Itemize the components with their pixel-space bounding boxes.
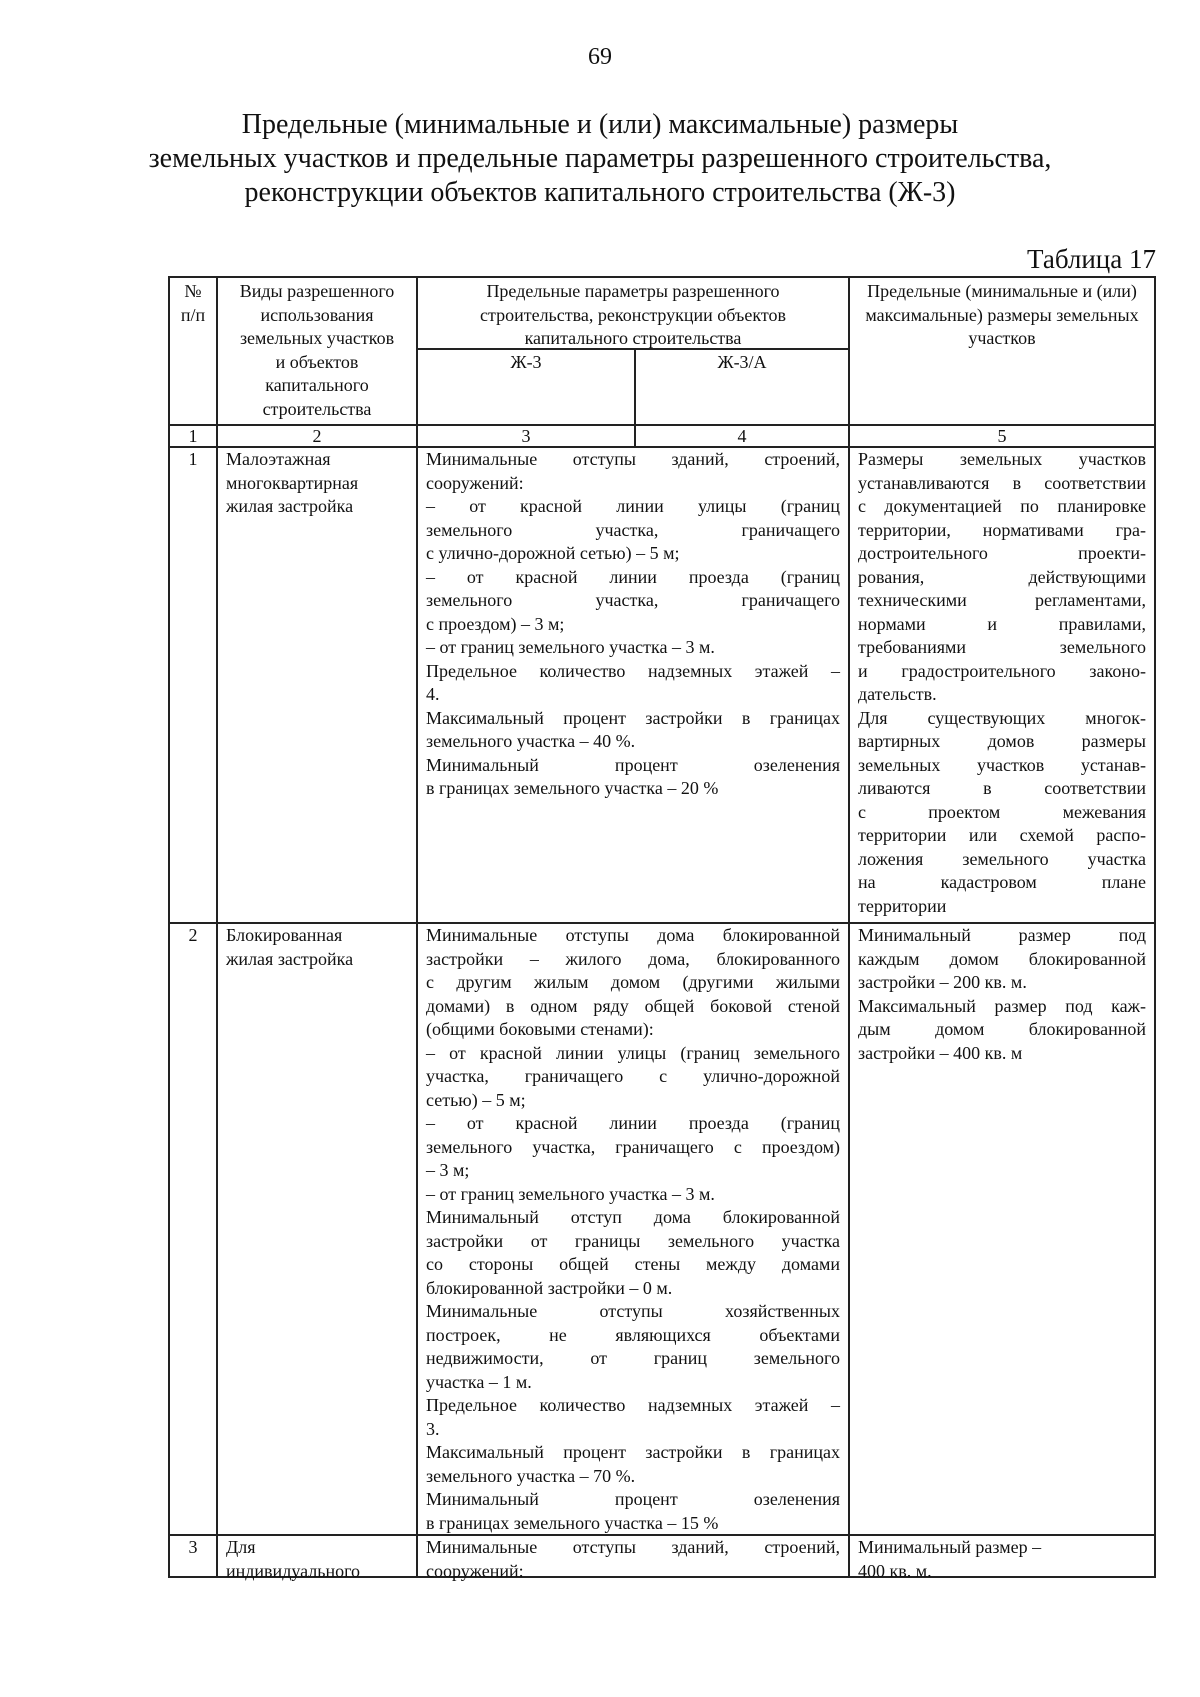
row-plot-sizes: Минимальный размер под каждым домом блокированной застройки – 200 кв. м. Максимальный размер под каж- дым домом блокированной застройки – 400 кв. м — [858, 925, 1146, 1063]
table-caption: Таблица 17 — [1027, 244, 1156, 274]
column-number: 2 — [312, 426, 322, 446]
document-title — [100, 108, 1100, 210]
column-divider — [416, 276, 418, 1578]
page-number: 69 — [588, 44, 612, 70]
row-plot-sizes: Размеры земельных участков устанавливаются в соответствии с документацией по планировке территории, нормативами гра- достроительного проекти- рования, действующими техническими регламентами, нормами и правилами, требованиями земельного и градостроительного законо- дательств. Для существующих многок- вартирных домов размеры земельных участков устанав- ливаются в соответствии с проектом межевания территории или схемой распо- ложения земельного участка на кадастровом плане территории — [858, 449, 1146, 916]
row-building-params: Минимальные отступы дома блокированной застройки – жилого дома, блокированного с другим жилым домом (другими жилыми домами) в одном ряду общей боковой стеной (общими боковыми стенами): – от красной линии улицы (границ земельного участка, граничащего с улично-дорожной сетью) – 5 м; – от красной линии проезда (границ земельного участка, граничащего с проездом) – 3 м; – от границ земельного участка – 3 м. Минимальный отступ дома блокированной застройки от границы земельного участка со стороны общей стены между домами блокированной застройки – 0 м. Минимальные отступы хозяйственных построек, не являющихся объектами недвижимости, от границ земельного участка – 1 м. Предельное количество надземных этажей – 3. Максимальный процент застройки в границах земельного участка – 70 %. Минимальный процент озеленения в границах земельного участка – 15 % — [426, 925, 840, 1533]
title-line: Предельные (минимальные и (или) максимальные) размеры — [241, 109, 959, 140]
table-border-right — [1154, 276, 1156, 1578]
table-border-top — [168, 276, 1156, 278]
regulations-table — [168, 276, 1156, 1581]
column-divider — [216, 276, 218, 1578]
column-divider — [848, 276, 850, 1578]
row-building-params: Минимальные отступы зданий, строений, сооружений: – от красной линии улицы (границ земельного участка, граничащего с улично-дорожной сетью) – 5 м; – от красной линии проезда (границ земельного участка, граничащего с проездом) – 3 м; – от границ земельного участка – 3 м. Предельное количество надземных этажей – 4. Максимальный процент застройки в границах земельного участка – 40 %. Минимальный процент озеленения в границах земельного участка – 20 % — [426, 449, 840, 798]
header-building-params: Предельные параметры разрешенного строительства, реконструкции объектов капитального строительства — [480, 281, 786, 348]
row-use-type: Для индивидуального — [226, 1537, 361, 1581]
row-number: 2 — [188, 925, 198, 945]
header-zone-zh3a: Ж-3/А — [717, 352, 767, 372]
header-number: № п/п — [180, 281, 206, 325]
title-line: земельных участков и предельные параметры разрешенного строительства, — [148, 143, 1052, 174]
column-number: 4 — [737, 426, 747, 446]
row-plot-sizes: Минимальный размер – 400 кв. м. — [858, 1537, 1042, 1581]
header-use-type: Виды разрешенного использования земельных участков и объектов капитального строительства — [239, 281, 395, 419]
row-use-type: Блокированная жилая застройка — [226, 925, 354, 969]
header-zone-zh3: Ж-3 — [510, 352, 542, 372]
row-number: 1 — [188, 449, 198, 469]
row-use-type: Малоэтажная многоквартирная жилая застройка — [226, 449, 359, 516]
header-plot-sizes: Предельные (минимальные и (или) максимальные) размеры земельных участков — [865, 281, 1139, 348]
column-number: 5 — [997, 426, 1007, 446]
column-number: 3 — [521, 426, 531, 446]
row-number: 3 — [188, 1537, 198, 1557]
column-number: 1 — [188, 426, 198, 446]
title-line: реконструкции объектов капитального строительства (Ж-3) — [244, 177, 956, 208]
row-building-params: Минимальные отступы зданий, строений, сооружений: — [426, 1537, 840, 1581]
